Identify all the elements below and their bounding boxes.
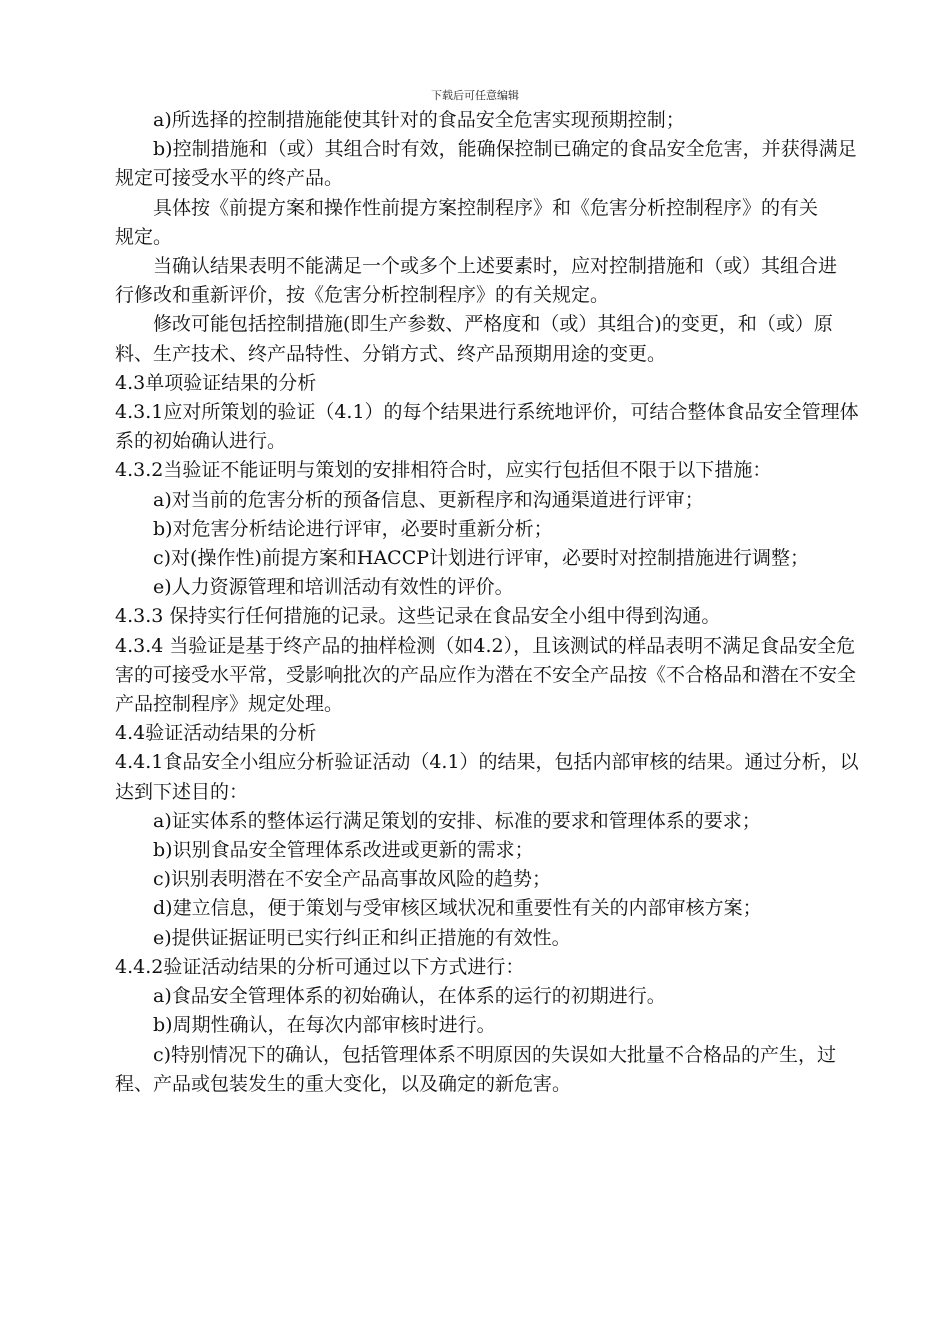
list-item: b)识别食品安全管理体系改进或更新的需求； bbox=[153, 839, 534, 862]
list-item: b)对危害分析结论进行评审，必要时重新分析； bbox=[153, 517, 553, 540]
list-item: c)对(操作性)前提方案和HACCP计划进行评审，必要时对控制措施进行调整； bbox=[153, 547, 810, 570]
paragraph: 修改可能包括控制措施(即生产参数、严格度和（或）其组合)的变更，和（或）原料、生产技术、终产品特性、分销方式、终产品预期用途的变更。 bbox=[115, 313, 833, 365]
list-item: a)食品安全管理体系的初始确认，在体系的运行的初期进行。 bbox=[153, 985, 666, 1008]
paragraph: 具体按《前提方案和操作性前提方案控制程序》和《危害分析控制程序》的有关规定。 bbox=[115, 196, 819, 248]
list-item: a)证实体系的整体运行满足策划的安排、标准的要求和管理体系的要求； bbox=[153, 809, 761, 832]
paragraph: a)所选择的控制措施能使其针对的食品安全危害实现预期控制； bbox=[153, 109, 685, 131]
section-heading: 4.4验证活动结果的分析 bbox=[115, 722, 317, 745]
paragraph: 当确认结果表明不能满足一个或多个上述要素时，应对控制措施和（或）其组合进行修改和重新评价，按《危害分析控制程序》的有关规定。 bbox=[115, 255, 838, 307]
paragraph: 4.3.2当验证不能证明与策划的安排相符合时，应实行包括但不限于以下措施： bbox=[115, 459, 772, 482]
page-header: 下载后可任意编辑 bbox=[431, 89, 519, 102]
list-item: a)对当前的危害分析的预备信息、更新程序和沟通渠道进行评审； bbox=[153, 488, 704, 511]
list-item: e)人力资源管理和培训活动有效性的评价。 bbox=[153, 576, 514, 599]
paragraph: 4.3.1应对所策划的验证（4.1）的每个结果进行系统地评价，可结合整体食品安全管理体系的初始确认进行。 bbox=[115, 401, 859, 453]
list-item: c)特别情况下的确认，包括管理体系不明原因的失误如大批量不合格品的产生，过程、产品或包装发生的重大变化，以及确定的新危害。 bbox=[115, 1043, 837, 1095]
section-heading: 4.3单项验证结果的分析 bbox=[115, 371, 317, 394]
paragraph: 4.3.3 保持实行任何措施的记录。这些记录在食品安全小组中得到沟通。 bbox=[115, 605, 721, 628]
paragraph: 4.3.4 当验证是基于终产品的抽样检测（如4.2），且该测试的样品表明不满足食品安全危害的可接受水平常，受影响批次的产品应作为潜在不安全产品按《不合格品和潜在不安全产品控制程序》规定处理。 bbox=[115, 634, 857, 716]
paragraph: 4.4.2验证活动结果的分析可通过以下方式进行： bbox=[115, 955, 525, 978]
list-item: b)周期性确认，在每次内部审核时进行。 bbox=[153, 1014, 496, 1037]
paragraph: b)控制措施和（或）其组合时有效，能确保控制已确定的食品安全危害，并获得满足规定可接受水平的终产品。 bbox=[115, 138, 857, 190]
list-item: e)提供证据证明已实行纠正和纠正措施的有效性。 bbox=[153, 926, 571, 949]
paragraph: 4.4.1食品安全小组应分析验证活动（4.1）的结果，包括内部审核的结果。通过分析，以达到下述目的： bbox=[115, 751, 859, 803]
list-item: c)识别表明潜在不安全产品高事故风险的趋势； bbox=[153, 868, 552, 891]
list-item: d)建立信息，便于策划与受审核区域状况和重要性有关的内部审核方案； bbox=[153, 897, 762, 920]
document-body bbox=[115, 106, 863, 1099]
